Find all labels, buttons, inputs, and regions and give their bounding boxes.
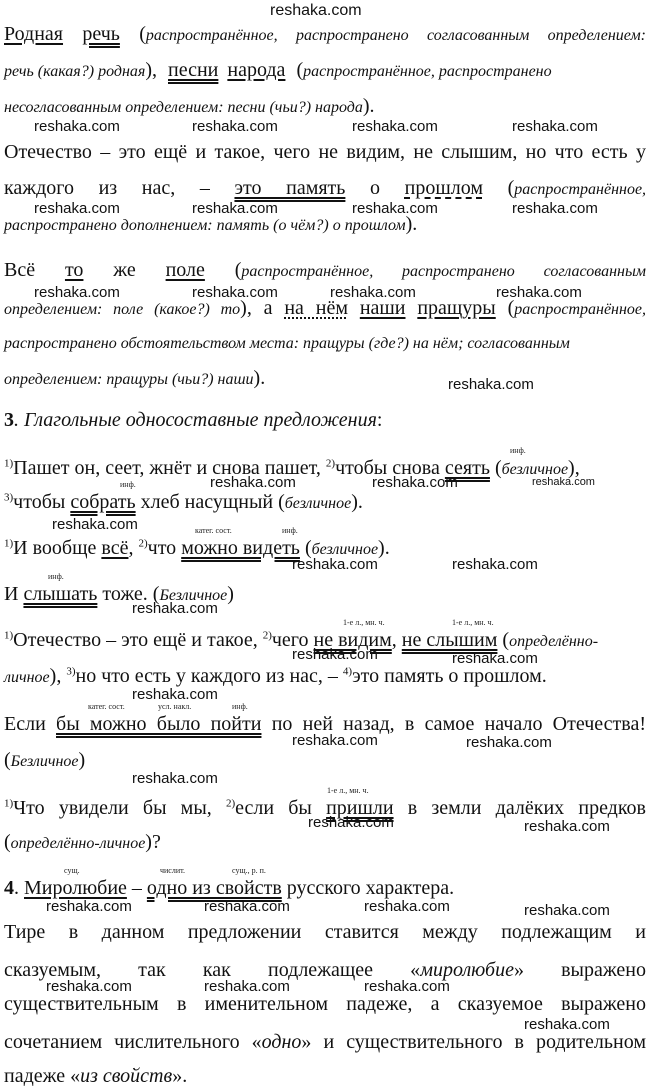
watermark: reshaka.com — [352, 118, 438, 135]
clause-number: 2) — [138, 537, 148, 550]
section-3-heading — [4, 408, 646, 432]
paren: ( — [296, 59, 304, 81]
watermark: reshaka.com — [192, 284, 278, 301]
p3-analysis-3: распространённое, — [514, 301, 647, 318]
word-slyshat: слышать — [23, 583, 98, 605]
watermark: reshaka.com — [210, 474, 296, 491]
p2-text: каждого из нас, – — [4, 177, 210, 199]
header-watermark: reshaka.com — [270, 2, 362, 19]
word-pesni: песни — [168, 59, 219, 81]
type-label: Безличное — [10, 753, 79, 770]
annotation: инф. — [282, 526, 298, 535]
watermark: reshaka.com — [330, 284, 416, 301]
p1-line-3 — [4, 94, 646, 120]
clause-number: 2) — [225, 797, 236, 810]
word-nashi: наши — [359, 297, 406, 319]
s3p4-text-3: но что есть у каждого из нас, – — [75, 665, 338, 687]
type-label: определённо- — [509, 633, 599, 650]
punct: ), — [145, 59, 157, 81]
watermark: reshaka.com — [372, 474, 458, 491]
s4-text-3: » выражено — [513, 959, 646, 981]
s3p5-text: по ней назад, в самое начало Отечества! — [271, 713, 646, 735]
punct: , — [391, 629, 397, 651]
punct: ), — [568, 457, 580, 479]
punct: ». — [172, 1065, 188, 1087]
s3p3-line — [4, 582, 646, 608]
p3-line-3: распространено обстоятельством места: пращуры (где?) на нём; согласованным — [4, 335, 570, 352]
watermark: reshaka.com — [132, 770, 218, 787]
word-eto-pamyat: это память — [234, 177, 346, 199]
p2-line-1: Отечество – это ещё и такое, чего не видим, не слышим, но что есть у — [4, 141, 646, 163]
annotation: инф. — [232, 702, 248, 711]
p3-line-2 — [4, 296, 646, 322]
watermark: reshaka.com — [452, 556, 538, 573]
annotation: катег. сост. — [195, 526, 232, 535]
s3p2-text: И вообще — [13, 537, 97, 559]
punct: ), а — [240, 297, 273, 319]
word-sobrat: собрать — [70, 491, 136, 513]
watermark: reshaka.com — [448, 376, 534, 393]
watermark: reshaka.com — [524, 818, 610, 835]
watermark: reshaka.com — [192, 200, 278, 217]
p1-line-1 — [4, 22, 646, 48]
paren: ( — [139, 23, 146, 45]
section-number: 3 — [4, 409, 14, 431]
word-ne-slyshim: не слышим — [401, 629, 498, 651]
word-ne-vidim: не видим — [313, 629, 392, 651]
section-title: . Глагольные односоставные предложения — [14, 409, 377, 431]
punct: : — [376, 409, 383, 431]
word-o: о — [370, 177, 381, 199]
s3p6-line-2 — [4, 830, 646, 856]
word-pole: поле — [165, 259, 205, 281]
paren: ( — [494, 457, 502, 479]
s4-text-4: сочетанием числительного « — [4, 1031, 262, 1053]
word-rech: речь — [82, 23, 120, 45]
s3p4-text: Отечество – это ещё и такое, — [13, 629, 258, 651]
s4-explanation-5 — [4, 1064, 646, 1088]
s3p6-text: Что увидели бы мы, — [13, 797, 212, 819]
p3-analysis-4: определением: пращуры (чьи?) наши — [4, 371, 254, 388]
watermark: reshaka.com — [46, 978, 132, 995]
punct: ). — [351, 491, 363, 513]
watermark: reshaka.com — [512, 200, 598, 217]
watermark: reshaka.com — [132, 600, 218, 617]
s4-explanation-4 — [4, 1030, 646, 1054]
watermark: reshaka.com — [364, 898, 450, 915]
type-label: безличное — [284, 495, 352, 512]
watermark: reshaka.com — [46, 898, 132, 915]
s4-explanation-1: Тире в данном предложении ставится между подлежащим и — [4, 921, 646, 943]
watermark: reshaka.com — [204, 978, 290, 995]
word-prishli: пришли — [326, 797, 394, 819]
s4-text-6: падеже « — [4, 1065, 81, 1087]
punct: )? — [145, 831, 161, 853]
watermark: reshaka.com — [524, 1016, 610, 1033]
annotation: 1-е л., мн. ч. — [452, 618, 494, 627]
p2-analysis: распространённое, — [514, 181, 647, 198]
word-vse: Всё — [4, 259, 36, 281]
section-number: 4 — [4, 877, 14, 899]
s3p4-text-2: чего — [271, 629, 309, 651]
annotation: катег. сост. — [88, 702, 125, 711]
watermark: reshaka.com — [452, 650, 538, 667]
annotation: сущ. — [64, 866, 80, 875]
s3p1-text-4: хлеб насущный ( — [140, 491, 285, 513]
punct: ), — [49, 665, 62, 687]
word-by-mozhno-bylo-poyti: бы можно было пойти — [56, 713, 262, 735]
word-esli: Если — [4, 713, 46, 735]
p3-analysis: распространённое, распространено согласованным — [241, 263, 647, 280]
type-label: безличное — [501, 461, 569, 478]
clause-number: 3) — [66, 665, 76, 678]
s3p1-text-3: чтобы — [13, 491, 66, 513]
p3-line-4 — [4, 366, 646, 392]
quoted-word: одно — [261, 1031, 302, 1053]
watermark: reshaka.com — [34, 118, 120, 135]
clause-number: 4) — [342, 665, 353, 678]
watermark: reshaka.com — [52, 516, 138, 533]
p2-line-2 — [4, 176, 646, 202]
dash: – — [131, 877, 142, 899]
word-odno-iz-svoystv: одно из свойств — [146, 877, 282, 899]
paren: ( — [507, 297, 515, 319]
paren: ( — [4, 749, 11, 771]
s3p4-text-4: это память о прошлом. — [352, 665, 547, 687]
word-naroda: народа — [227, 59, 286, 81]
paren: ( — [502, 629, 510, 651]
p1-analysis: распространённое, распространено согласованным определением: — [145, 27, 647, 44]
annotation: числит. — [160, 866, 186, 875]
p1-analysis-2: речь (какая?) родная — [4, 63, 146, 80]
paren: ( — [234, 259, 242, 281]
s4-text-2: сказуемым, так как подлежащее « — [4, 959, 421, 981]
word-rodnaya: Родная — [4, 23, 64, 45]
s4-line-1 — [4, 876, 646, 900]
p2-line-3 — [4, 212, 646, 238]
p3-line-1 — [4, 258, 646, 284]
paren: ) — [227, 583, 234, 605]
p3-analysis-2: определением: поле (какое?) то — [4, 301, 241, 318]
paren: ) — [78, 749, 86, 771]
word-vse: всё — [101, 537, 129, 559]
paren: ( — [507, 177, 515, 199]
s3p1-text: Пашет он, сеет, жнёт и снова пашет, — [13, 457, 321, 479]
p1-analysis-4: несогласованным определением: песни (чьи?) народа — [4, 99, 363, 116]
annotation: инф. — [120, 480, 136, 489]
watermark: reshaka.com — [532, 476, 595, 488]
quoted-word: из свойств — [80, 1065, 173, 1087]
s3p6-text-3: в земли далёких предков — [407, 797, 646, 819]
watermark: reshaka.com — [292, 556, 378, 573]
watermark: reshaka.com — [496, 284, 582, 301]
clause-number: 3) — [4, 491, 14, 504]
clause-number: 2) — [262, 629, 272, 642]
punct: ). — [362, 95, 375, 117]
punct: , — [128, 537, 134, 559]
s3p4-line-2 — [4, 664, 646, 690]
watermark: reshaka.com — [192, 118, 278, 135]
type-label: Безличное — [159, 587, 228, 604]
paren: ( — [4, 831, 11, 853]
watermark: reshaka.com — [364, 978, 450, 995]
annotation: сущ., р. п. — [232, 866, 266, 875]
s3p6-text-2: если бы — [235, 797, 312, 819]
s4-text: русского характера. — [286, 877, 455, 899]
clause-number: 1) — [4, 629, 14, 642]
s3p5-line-2 — [4, 748, 646, 774]
annotation: инф. — [48, 572, 64, 581]
p2-analysis-2: распространено дополнением: память (о чём?) о прошлом — [4, 217, 406, 234]
punct: ). — [253, 367, 266, 389]
watermark: reshaka.com — [292, 646, 378, 663]
watermark: reshaka.com — [524, 902, 610, 919]
word-seyat: сеять — [444, 457, 490, 479]
word-zhe: же — [113, 259, 136, 281]
watermark: reshaka.com — [352, 200, 438, 217]
punct: ). — [405, 213, 418, 235]
clause-number: 1) — [4, 537, 14, 550]
annotation: 1-е л., мн. ч. — [327, 786, 369, 795]
word-prashchury: пращуры — [417, 297, 496, 319]
paren: ( — [304, 537, 312, 559]
watermark: reshaka.com — [34, 284, 120, 301]
word-mozhno-videt: можно видеть — [181, 537, 300, 559]
p1-analysis-3: распространённое, распространено — [303, 63, 552, 80]
s4-text-5: » и существительного в родительном — [301, 1031, 646, 1053]
clause-number: 2) — [325, 457, 336, 470]
annotation: инф. — [510, 446, 526, 455]
punct: ). — [378, 537, 390, 559]
word-proshlom: прошлом — [404, 177, 483, 199]
watermark: reshaka.com — [308, 814, 394, 831]
word-na-nem: на нём — [284, 297, 348, 319]
s4-explanation-3: существительным в именительном падеже, а сказуемое выражено — [4, 993, 646, 1015]
quoted-word: миролюбие — [420, 959, 514, 981]
punct: . — [14, 877, 19, 899]
watermark: reshaka.com — [132, 686, 218, 703]
watermark: reshaka.com — [466, 734, 552, 751]
type-label: определённо-личное — [10, 835, 146, 852]
word-to: то — [64, 259, 84, 281]
watermark: reshaka.com — [204, 898, 290, 915]
clause-number: 1) — [4, 797, 14, 810]
s3p3-text: тоже. ( — [102, 583, 160, 605]
watermark: reshaka.com — [292, 732, 378, 749]
word-i: И — [4, 583, 19, 605]
p1-line-2 — [4, 58, 646, 84]
type-label: личное — [4, 669, 50, 686]
watermark: reshaka.com — [34, 200, 120, 217]
s3p1-text-2: чтобы снова — [335, 457, 440, 479]
s3p1-line-2 — [4, 490, 646, 516]
annotation: усл. накл. — [158, 702, 192, 711]
word-mirolyubie: Миролюбие — [24, 877, 127, 899]
clause-number: 1) — [4, 457, 14, 470]
watermark: reshaka.com — [512, 118, 598, 135]
type-label: безличное — [311, 541, 379, 558]
annotation: 1-е л., мн. ч. — [343, 618, 385, 627]
s3p2-text-2: что — [147, 537, 177, 559]
